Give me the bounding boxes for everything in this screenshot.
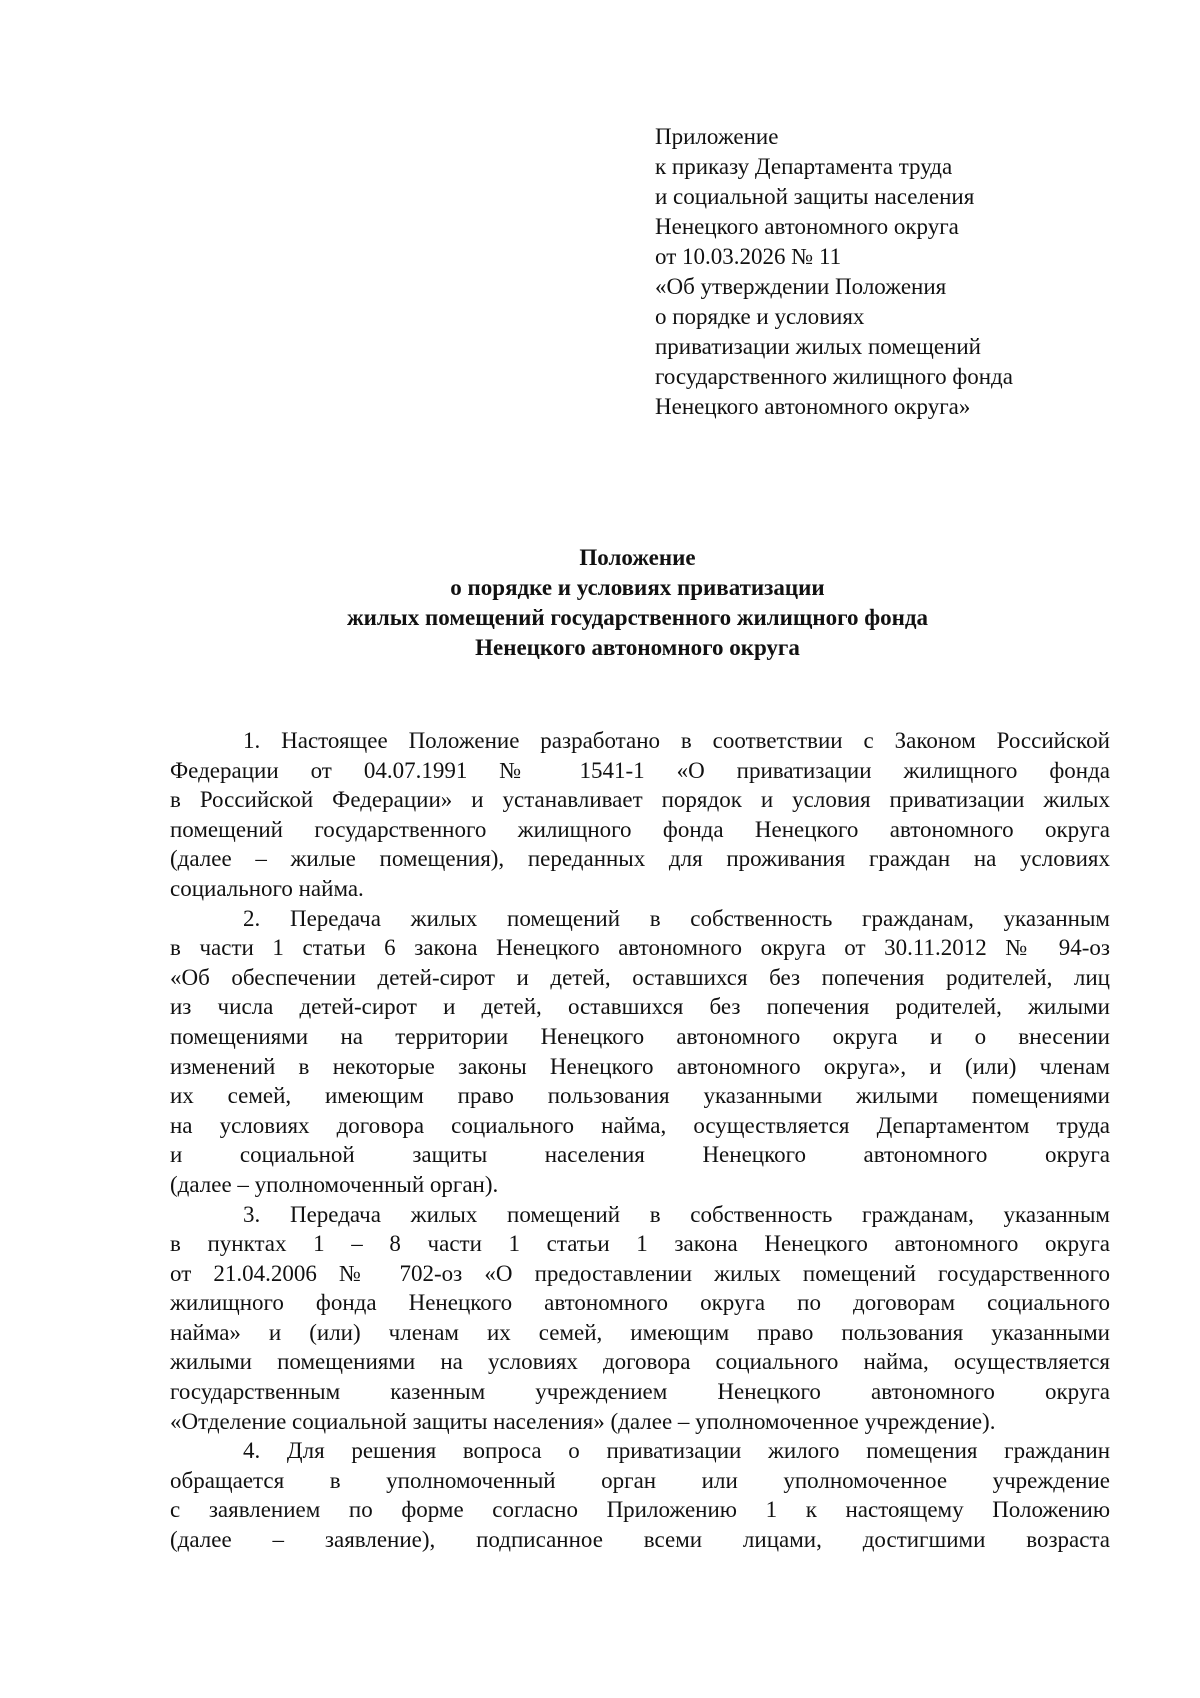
paragraph-line: жилыми помещениями на условиях договора социального найма, осуществляется [170, 1349, 1110, 1375]
paragraph-line: 3. Передача жилых помещений в собственность гражданам, указанным [243, 1201, 1110, 1227]
appendix-line: Ненецкого автономного округа» [655, 394, 971, 419]
paragraph-2 [170, 904, 1110, 1200]
paragraph-line: 1. Настоящее Положение разработано в соответствии с Законом Российской [243, 728, 1110, 753]
paragraph-4 [170, 1436, 1110, 1554]
paragraph-line: помещениями на территории Ненецкого автономного округа и о внесении [170, 1023, 1110, 1049]
paragraph-line: (далее – жилые помещения), переданных для проживания граждан на условиях [170, 846, 1110, 872]
title-line: жилых помещений государственного жилищного фонда [346, 605, 929, 630]
appendix-line: от 10.03.2026 № 11 [655, 244, 842, 269]
paragraph-line: в Российской Федерации» и устанавливает порядок и условия приватизации жилых [170, 787, 1110, 813]
paragraph-line: обращается в уполномоченный орган или уполномоченное учреждение [170, 1467, 1110, 1493]
appendix-line: государственного жилищного фонда [655, 364, 1013, 389]
paragraph-line: социального найма. [170, 875, 364, 901]
paragraph-1 [170, 726, 1110, 904]
paragraph-line: с заявлением по форме согласно Приложению 1 к настоящему Положению [170, 1497, 1110, 1523]
paragraph-line: «Об обеспечении детей-сирот и детей, оставшихся без попечения родителей, лиц [170, 964, 1110, 990]
paragraph-line: из числа детей-сирот и детей, оставшихся без попечения родителей, жилыми [170, 994, 1110, 1020]
paragraph-line: в части 1 статьи 6 закона Ненецкого автономного округа от 30.11.2012 № 94-оз [170, 935, 1110, 961]
title-line: о порядке и условиях приватизации [450, 575, 825, 600]
paragraph-line: (далее – уполномоченный орган). [170, 1171, 499, 1197]
paragraph-line: в пунктах 1 – 8 части 1 статьи 1 закона Ненецкого автономного округа [170, 1231, 1110, 1257]
paragraph-line: (далее – заявление), подписанное всеми лицами, достигшими возраста [170, 1527, 1110, 1553]
document-title [170, 543, 1105, 663]
title-line: Ненецкого автономного округа [475, 635, 800, 660]
appendix-line: Приложение [655, 124, 779, 149]
paragraph-line: и социальной защиты населения Ненецкого автономного округа [170, 1142, 1110, 1168]
paragraph-line: на условиях договора социального найма, осуществляется Департаментом труда [170, 1112, 1110, 1138]
paragraph-line: помещений государственного жилищного фонда Ненецкого автономного округа [170, 816, 1110, 842]
paragraph-3 [170, 1200, 1110, 1437]
appendix-header [655, 122, 1175, 422]
paragraph-line: Федерации от 04.07.1991 № 1541-1 «О приватизации жилищного фонда [170, 757, 1110, 783]
paragraph-line: 2. Передача жилых помещений в собственность гражданам, указанным [243, 905, 1110, 931]
paragraph-line: изменений в некоторые законы Ненецкого автономного округа», и (или) членам [170, 1053, 1110, 1079]
appendix-line: «Об утверждении Положения [655, 274, 947, 299]
appendix-line: Ненецкого автономного округа [655, 214, 959, 239]
appendix-line: и социальной защиты населения [655, 184, 975, 209]
paragraph-line: государственным казенным учреждением Ненецкого автономного округа [170, 1379, 1110, 1405]
paragraph-line: найма» и (или) членам их семей, имеющим право пользования указанными [170, 1319, 1110, 1345]
paragraph-line: жилищного фонда Ненецкого автономного округа по договорам социального [170, 1290, 1110, 1316]
paragraph-line: 4. Для решения вопроса о приватизации жилого помещения гражданин [243, 1438, 1110, 1464]
title-line: Положение [579, 545, 696, 570]
document-body [170, 726, 1110, 1555]
appendix-line: о порядке и условиях [655, 304, 865, 329]
paragraph-line: «Отделение социальной защиты населения» (далее – уполномоченное учреждение). [170, 1408, 996, 1434]
paragraph-line: от 21.04.2006 № 702-оз «О предоставлении жилых помещений государственного [170, 1260, 1110, 1286]
appendix-line: к приказу Департамента труда [655, 154, 953, 179]
paragraph-line: их семей, имеющим право пользования указанными жилыми помещениями [170, 1083, 1110, 1109]
appendix-line: приватизации жилых помещений [655, 334, 981, 359]
